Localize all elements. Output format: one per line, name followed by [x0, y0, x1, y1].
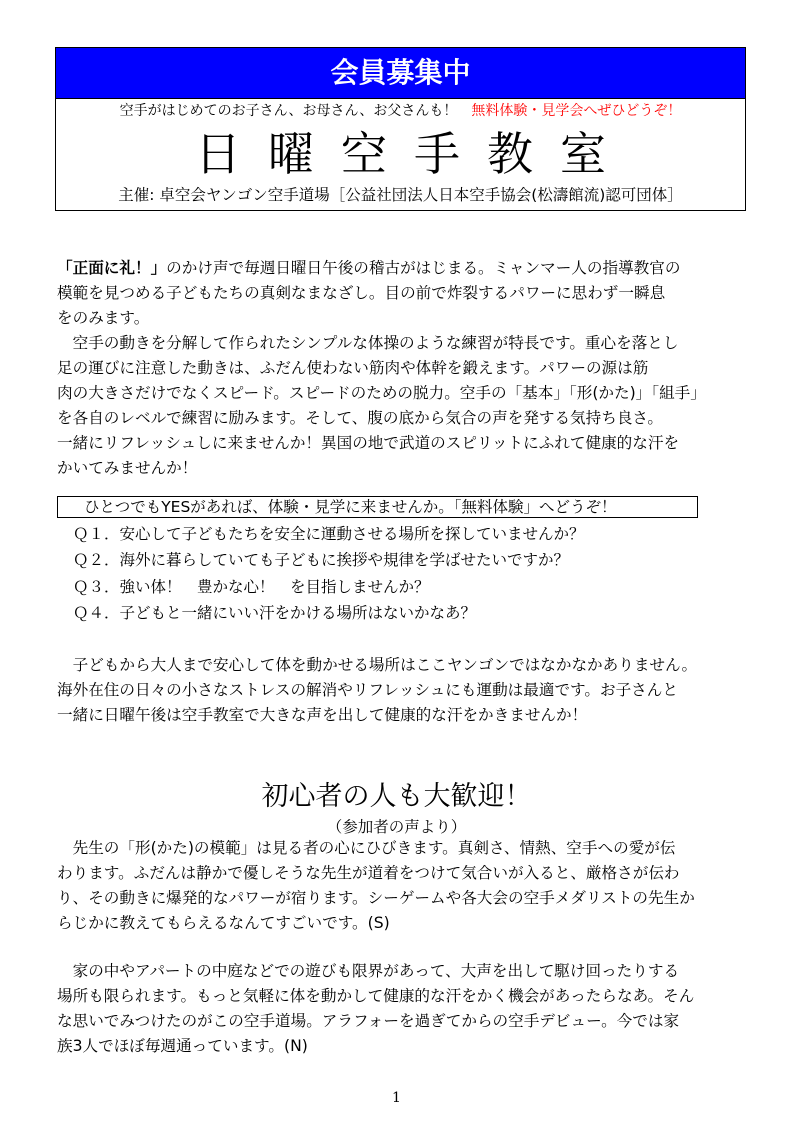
organizer-line: 主催: 卓空会ヤンゴン空手道場［公益社団法人日本空手協会(松濤館流)認可団体］ [118, 186, 683, 204]
section-subtitle: （参加者の声より） [326, 818, 467, 836]
text-line: 模範を見つめる子どもたちの真剣なまなざし。目の前で炸裂するパワーに思わず一瞬息 [57, 284, 666, 302]
question-item: Ｑ２．海外に暮らしていても子どもに挨拶や規律を学ばせたいですか？ [73, 551, 570, 569]
section-title: 初心者の人も大歓迎！ [261, 781, 532, 812]
text-line: 家の中やアパートの中庭などでの遊びも限界があって、大声を出して駆け回ったりする [57, 962, 680, 980]
text-line: 足の運びに注意した動きは、ふだん使わない筋肉や体幹を鍛えます。パワーの源は筋 [57, 359, 649, 377]
text-line: わります。ふだんは静かで優しそうな先生が道着をつけて気合いが入ると、厳格さが伝わ [57, 864, 680, 882]
header-box [55, 99, 746, 211]
text-line: 一緒に日曜午後は空手教室で大きな声を出して健康的な汗をかきませんか！ [57, 706, 588, 724]
text-line: をのみます。 [57, 309, 150, 327]
text-line: 先生の「形(かた)の模範」は見る者の心にひびきます。真剣さ、情熱、空手への愛が伝 [57, 839, 676, 857]
text-line: を各自のレベルで練習に励みます。そして、腹の底から気合の声を発する気持ち良さ。 [57, 409, 663, 427]
yes-box: ひとつでもYESがあれば、体験・見学に来ませんか。「無料体験」へどうぞ！ [57, 496, 698, 518]
text-line: 一緒にリフレッシュしに来ませんか！異国の地で武道のスピリットにふれて健康的な汗を [57, 434, 680, 452]
text-line: 空手の動きを分解して作られたシンプルな体操のような練習が特長です。重心を落とし [57, 334, 679, 352]
banner: 会員募集中 [55, 47, 746, 99]
intro-text: 空手がはじめてのお子さん、お母さん、お父さんも！ [119, 103, 458, 119]
text-line: 海外在住の日々の小さなストレスの解消やリフレッシュにも運動は最適です。お子さんと [57, 681, 678, 699]
closing-paragraph [57, 653, 747, 728]
emphasis-phrase: 「正面に礼！」 [57, 259, 167, 277]
text-line: り、その動きに爆発的なパワーが宿ります。シーゲームや各大会の空手メダリストの先生か [57, 889, 695, 907]
text-line: 子どもから大人まで安心して体を動かせる場所はここヤンゴンではなかなかありません。 [57, 656, 698, 674]
intro-paragraph [57, 256, 747, 481]
text-line: 場所も限られます。もっと気軽に体を動かして健康的な汗をかく機会があったらなあ。そん [57, 987, 695, 1005]
question-item: Ｑ４．子どもと一緒にいい汗をかける場所はないかなあ？ [73, 604, 477, 622]
testimonial-1 [57, 836, 747, 936]
text-line: 族3人でほぼ毎週通っています。(N) [57, 1037, 308, 1055]
text-line: 肉の大きさだけでなくスピード。スピードのための脱力。空手の「基本」「形(かた)」「組手」 [57, 384, 706, 402]
text-line: 「正面に礼！」のかけ声で毎週日曜日午後の稽古がはじまる。ミャンマー人の指導教官の [57, 259, 681, 277]
question-item: Ｑ１．安心して子どもたちを安全に運動させる場所を探していませんか？ [73, 525, 585, 543]
text-line: らじかに教えてもらえるなんてすごいです。(S) [57, 914, 390, 932]
page-number: 1 [392, 1090, 401, 1106]
text-line: な思いでみつけたのがこの空手道場。アラフォーを過ぎてからの空手デビュー。今では家 [57, 1012, 680, 1030]
intro-highlight: 無料体験・見学会へぜひどうぞ！ [471, 103, 682, 119]
question-item: Ｑ３．強い体！ 豊かな心！ を目指しませんか？ [73, 578, 430, 596]
intro-line [56, 102, 745, 120]
text-line: かいてみませんか！ [57, 459, 198, 477]
page-title: 日曜空手教室 [195, 127, 633, 181]
testimonial-2 [57, 959, 747, 1059]
